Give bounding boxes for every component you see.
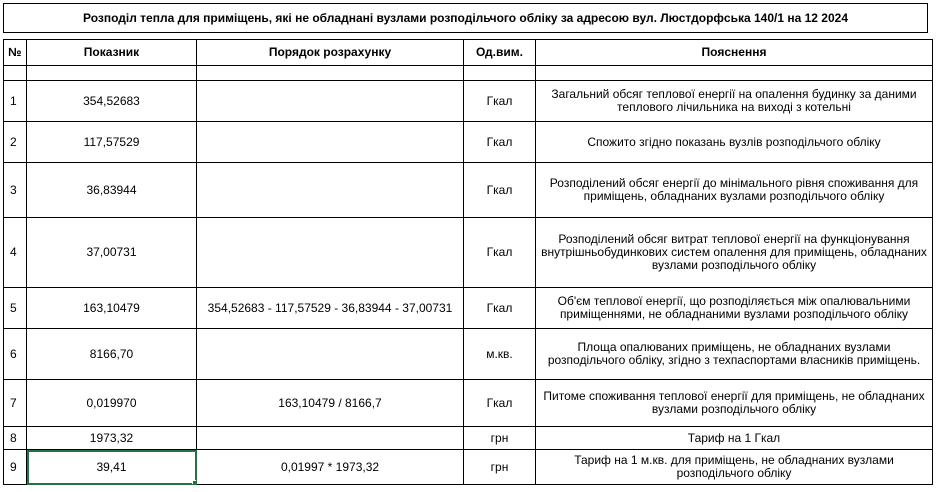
value-cell[interactable]: 36,83944 <box>27 163 197 218</box>
empty-cell[interactable] <box>197 66 464 81</box>
calc-cell[interactable]: 354,52683 - 117,57529 - 36,83944 - 37,00731 <box>197 288 464 329</box>
explanation-cell[interactable]: Спожито згідно показань вузлів розподільчого обліку <box>536 122 933 163</box>
calc-cell[interactable] <box>197 218 464 288</box>
value-cell[interactable]: 37,00731 <box>27 218 197 288</box>
explanation-cell[interactable]: Розподілений обсяг витрат теплової енергії на функціонування внутрішньобудинкових систем опалення для приміщень, обладнаних вузлами розподільчого обліку <box>536 218 933 288</box>
header-row <box>4 40 933 66</box>
value-cell[interactable]: 8166,70 <box>27 329 197 380</box>
row-num-cell[interactable]: 2 <box>4 122 27 163</box>
heat-distribution-table <box>3 39 933 485</box>
value-cell[interactable]: 354,52683 <box>27 81 197 122</box>
table-row <box>4 450 933 485</box>
unit-cell[interactable]: Гкал <box>464 288 536 329</box>
row-num-cell[interactable]: 7 <box>4 380 27 427</box>
calc-cell[interactable] <box>197 163 464 218</box>
header-unit[interactable]: Од.вим. <box>464 40 536 66</box>
explanation-cell[interactable]: Тариф на 1 м.кв. для приміщень, не обладнаних вузлами розподільчого обліку <box>536 450 933 485</box>
table-row <box>4 288 933 329</box>
calc-cell[interactable]: 163,10479 / 8166,7 <box>197 380 464 427</box>
empty-cell[interactable] <box>464 66 536 81</box>
row-num-cell[interactable]: 5 <box>4 288 27 329</box>
header-num[interactable]: № <box>4 40 27 66</box>
table-row <box>4 380 933 427</box>
unit-cell[interactable]: Гкал <box>464 380 536 427</box>
calc-cell[interactable] <box>197 122 464 163</box>
explanation-cell[interactable]: Площа опалюваних приміщень, не обладнаних вузлами розподільчого обліку, згідно з техпаспортами власників приміщень. <box>536 329 933 380</box>
row-num-cell[interactable]: 8 <box>4 427 27 450</box>
report-title: Розподіл тепла для приміщень, які не обладнані вузлами розподільчого обліку за адресою вул. Люстдорфська 140/1 на 12 2024 <box>3 3 928 33</box>
unit-cell[interactable]: Гкал <box>464 218 536 288</box>
value-cell[interactable]: 0,019970 <box>27 380 197 427</box>
row-num-cell[interactable]: 9 <box>4 450 27 485</box>
unit-cell[interactable]: м.кв. <box>464 329 536 380</box>
explanation-cell[interactable]: Питоме споживання теплової енергії для приміщень, не обладнаних вузлами розподільчого обліку <box>536 380 933 427</box>
table-row <box>4 218 933 288</box>
value-cell[interactable]: 163,10479 <box>27 288 197 329</box>
calc-cell[interactable] <box>197 81 464 122</box>
value-cell[interactable]: 117,57529 <box>27 122 197 163</box>
table-row <box>4 329 933 380</box>
empty-cell[interactable] <box>27 66 197 81</box>
header-calc[interactable]: Порядок розрахунку <box>197 40 464 66</box>
header-explanation[interactable]: Пояснення <box>536 40 933 66</box>
selected-value: 39,41 <box>96 459 127 474</box>
empty-cell[interactable] <box>4 66 27 81</box>
row-num-cell[interactable]: 6 <box>4 329 27 380</box>
empty-cell[interactable] <box>536 66 933 81</box>
table-row <box>4 122 933 163</box>
unit-cell[interactable]: грн <box>464 450 536 485</box>
table-row <box>4 81 933 122</box>
value-cell-selected[interactable] <box>27 450 197 485</box>
calc-cell[interactable] <box>197 329 464 380</box>
calc-cell[interactable]: 0,01997 * 1973,32 <box>197 450 464 485</box>
unit-cell[interactable]: Гкал <box>464 163 536 218</box>
value-cell[interactable]: 1973,32 <box>27 427 197 450</box>
explanation-cell[interactable]: Об'єм теплової енергії, що розподіляється між опалювальними приміщеннями, не обладнаними вузлами розподільчого обліку <box>536 288 933 329</box>
explanation-cell[interactable]: Розподілений обсяг енергії до мінімального рівня споживання для приміщень, обладнаних вузлами розподільчого обліку <box>536 163 933 218</box>
row-num-cell[interactable]: 3 <box>4 163 27 218</box>
unit-cell[interactable]: Гкал <box>464 122 536 163</box>
spacer-row <box>4 66 933 81</box>
table-row <box>4 163 933 218</box>
row-num-cell[interactable]: 1 <box>4 81 27 122</box>
header-indicator[interactable]: Показник <box>27 40 197 66</box>
fill-handle[interactable] <box>192 480 197 485</box>
row-num-cell[interactable]: 4 <box>4 218 27 288</box>
unit-cell[interactable]: Гкал <box>464 81 536 122</box>
explanation-cell[interactable]: Тариф на 1 Гкал <box>536 427 933 450</box>
unit-cell[interactable]: грн <box>464 427 536 450</box>
calc-cell[interactable] <box>197 427 464 450</box>
explanation-cell[interactable]: Загальний обсяг теплової енергії на опалення будинку за даними теплового лічильника на виході з котельні <box>536 81 933 122</box>
table-row <box>4 427 933 450</box>
